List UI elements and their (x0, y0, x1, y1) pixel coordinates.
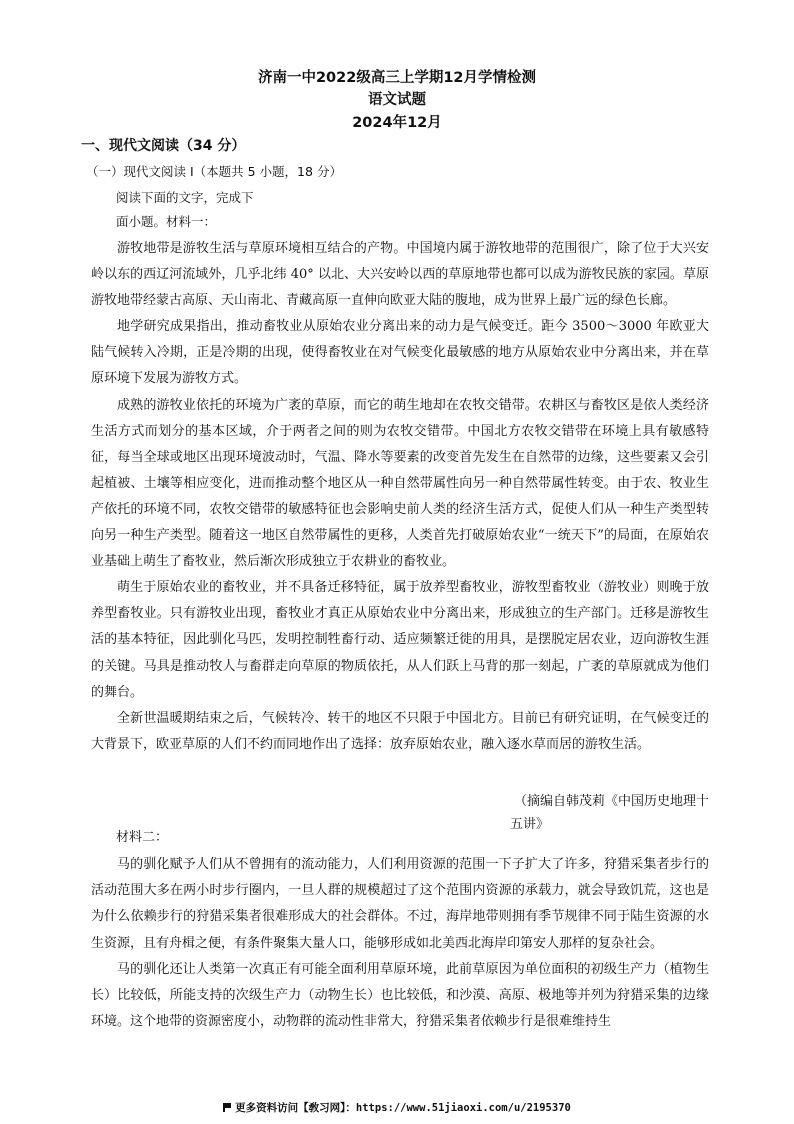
footer-text: 更多资料访问【敎习网】：https://www.51jiaoxi.com/u/2195370 (235, 1102, 571, 1114)
instruction-line-1: 阅读下面的文字，完成下 (116, 190, 254, 205)
material-one-paragraph: 成熟的游牧业依托的环境为广袤的草原，而它的萌生地却在农牧交错带。农耕区与畜牧区是依人类经济生活方式而划分的基本区域，介于两者之间的则为农牧交错带。中国北方农牧交错带在环境上具有敏感特征，每当全球或地区出现环境波动时，气温、降水等要素的改变首先发生在自然带的边缘，这些要素又会引起植被、土壤等相应变化，进而推动整个地区从一种自然带属性向另一种自然带属性转变。由于农、牧业生产依托的环境不同，农牧交错带的敏感特征也会影响史前人类的经济生活方式，促使人们从一种生产类型转向另一种生产类型。随着这一地区自然带属性的更移，人类首先打破原始农业“一统天下”的局面，在原始农业基础上萌生了畜牧业，然后渐次形成独立于农耕业的畜牧业。 (91, 397, 709, 570)
exam-title: 济南一中2022级高三上学期12月学情检测 (257, 70, 537, 86)
instruction-line-2: 面小题。材料一： (116, 214, 217, 229)
source-line-2: 五讲》 (509, 817, 549, 832)
material-one-paragraph: 全新世温暖期结束之后，气候转冷、转干的地区不只限于中国北方。目前已有研究证明，在气候变迁的大背景下，欧亚草原的人们不约而同地作出了选择：放弃原始农业，融入逐水草而居的游牧生活。 (91, 710, 709, 752)
material-one-paragraph: 地学研究成果指出，推动畜牧业从原始农业分离出来的动力是气候变迁。距今 3500～3000 年欧亚大陆气候转入冷期，正是冷期的出现，使得畜牧业在对气候变化最敏感的地方从原始农业中分离出来，并在草原环境下发展为游牧方式。 (91, 319, 709, 387)
material-one-paragraph: 游牧地带是游牧生活与草原环境相互结合的产物。中国境内属于游牧地带的范围很广，除了位于大兴安岭以东的西辽河流域外，几乎北纬 40° 以北、大兴安岭以西的草原地带也都可以成为游牧民族的家园。草原游牧地带经蒙古高原、天山南北、青藏高原一直伸向欧亚大陆的腹地，成为世界上最广远的绿色长廊。 (91, 241, 709, 309)
material-one-paragraph: 萌生于原始农业的畜牧业，并不具备迁移特征，属于放养型畜牧业，游牧型畜牧业（游牧业）则晚于放养型畜牧业。只有游牧业出现，畜牧业才真正从原始农业中分离出来，形成独立的生产部门。迁移是游牧生活的基本特征，因此驯化马匹，发明控制牲畜行动、适应频繁迁徙的用具，是摆脱定居农业，迈向游牧生涯的关键。马具是推动牧人与畜群走向草原的物质依托，从人们跃上马背的那一刻起，广袤的草原就成为他们的舞台。 (91, 580, 709, 700)
exam-subject: 语文试题 (368, 92, 426, 108)
footer-link[interactable] (0, 1100, 794, 1115)
exam-date: 2024年12月 (352, 115, 442, 131)
material-two-body (91, 852, 709, 1035)
material-one-source (499, 790, 709, 836)
source-line-1: （摘编自韩茂莉《中国历史地理十 (513, 794, 709, 809)
subsection-heading: （一）现代文阅读 I（本题共 5 小题，18 分） (86, 164, 342, 179)
material-two-label: 材料二： (116, 830, 169, 845)
material-two-paragraph: 马的驯化还让人类第一次真正有可能全面利用草原环境，此前草原因为单位面积的初级生产力（植物生长）比较低，所能支持的次级生产力（动物生长）也比较低，和沙漠、高原、极地等并列为狩猎采集的边缘环境。这个地带的资源密度小，动物群的流动性非常大，狩猎采集者依赖步行是很难维持生 (91, 961, 709, 1030)
section-heading: 一、现代文阅读（34 分） (81, 138, 246, 154)
flag-icon (223, 1103, 231, 1112)
material-two-paragraph: 马的驯化赋予人们从不曾拥有的流动能力，人们利用资源的范围一下子扩大了许多，狩猎采集者步行的活动范围大多在两小时步行圈内，一旦人群的规模超过了这个范围内资源的承载力，就会导致饥荒，这也是为什么依赖步行的狩猎采集者很难形成大的社会群体。不过，海岸地带则拥有季节规律不同于陆生资源的水生资源，且有舟楫之便，有条件聚集大量人口，能够形成如北美西北海岸印第安人那样的复杂社会。 (91, 857, 709, 951)
material-one-body (91, 236, 709, 758)
